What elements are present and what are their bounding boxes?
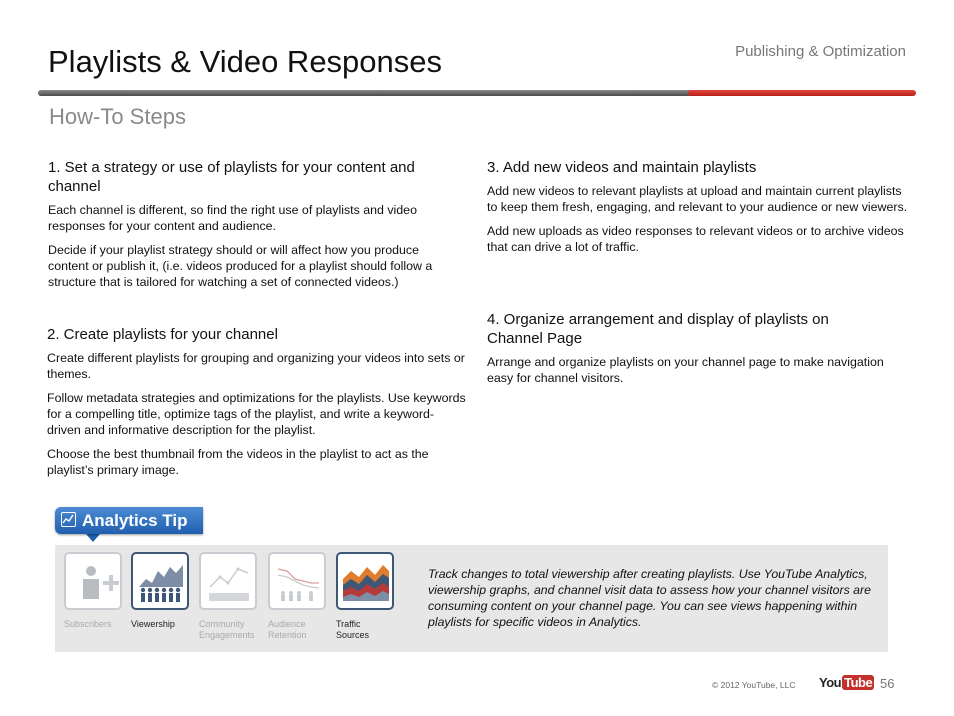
subscribers-icon xyxy=(69,557,119,607)
traffic-sources-tile xyxy=(336,552,394,610)
audience-retention-tile xyxy=(268,552,326,610)
step-2 xyxy=(47,325,467,486)
page-number: 56 xyxy=(880,676,895,691)
viewership-label: Viewership xyxy=(131,619,175,629)
step-paragraph: Decide if your playlist strategy should or will affect how you produce content or publish it, (i.e. videos produced for a playlist should follow a structure that is tailored for watching a set of connected videos.) xyxy=(48,243,433,289)
traffic-sources-label: Traffic Sources xyxy=(336,619,370,640)
youtube-logo-you: You xyxy=(819,675,842,690)
step-heading: 4. Organize arrangement and display of playlists on Channel Page xyxy=(487,311,829,347)
analytics-tip-text: Track changes to total viewership after creating playlists. Use YouTube Analytics, viewership graphs, and channel visit data to assess how your channel visitors are consuming content on your channel page. You can see views happening within playlists for specific videos in Analytics. xyxy=(428,567,871,629)
step-1 xyxy=(48,158,458,298)
analytics-tip-badge xyxy=(55,507,203,534)
step-3 xyxy=(487,158,912,263)
copyright: © 2012 YouTube, LLC xyxy=(712,680,796,690)
page-subtitle: How-To Steps xyxy=(49,104,186,129)
section-label: Publishing & Optimization xyxy=(735,43,906,60)
step-paragraph: Arrange and organize playlists on your channel page to make navigation easy for channel visitors. xyxy=(487,355,884,385)
step-paragraph: Follow metadata strategies and optimizations for the playlists. Use keywords for a compelling title, optimize tags of the playlist, and write a keyword-driven and informative description for the playlist. xyxy=(47,391,466,437)
audience-retention-label: Audience Retention xyxy=(268,619,307,640)
step-paragraph: Add new uploads as video responses to relevant videos or to archive videos that can drive a lot of traffic. xyxy=(487,224,904,254)
title-rule-red xyxy=(688,90,916,96)
community-engagements-icon xyxy=(204,557,254,607)
step-paragraph: Choose the best thumbnail from the videos in the playlist to act as the playlist’s primary image. xyxy=(47,447,429,477)
step-heading: 1. Set a strategy or use of playlists for your content and channel xyxy=(48,159,415,195)
step-4 xyxy=(487,310,887,394)
analytics-tip-pointer xyxy=(86,534,100,542)
audience-retention-icon xyxy=(273,557,323,607)
community-engagements-label: Community Engagements xyxy=(199,619,255,640)
step-heading: 2. Create playlists for your channel xyxy=(47,326,278,343)
line-chart-icon xyxy=(61,512,76,527)
step-heading: 3. Add new videos and maintain playlists xyxy=(487,159,757,176)
page-title: Playlists & Video Responses xyxy=(48,44,443,79)
analytics-tip-label: Analytics Tip xyxy=(82,511,188,530)
title-rule-gray xyxy=(38,90,718,96)
youtube-logo xyxy=(819,675,874,690)
subscribers-label: Subscribers xyxy=(64,619,112,629)
community-engagements-tile xyxy=(199,552,257,610)
step-paragraph: Add new videos to relevant playlists at upload and maintain current playlists to keep them fresh, engaging, and relevant to your audience or new viewers. xyxy=(487,184,908,214)
step-paragraph: Create different playlists for grouping and organizing your videos into sets or themes. xyxy=(47,351,465,381)
subscribers-tile xyxy=(64,552,122,610)
viewership-icon xyxy=(136,557,186,607)
traffic-sources-icon xyxy=(341,557,391,607)
viewership-tile xyxy=(131,552,189,610)
step-paragraph: Each channel is different, so find the right use of playlists and video responses for your content and audience. xyxy=(48,203,417,233)
youtube-logo-tube: Tube xyxy=(844,675,873,690)
